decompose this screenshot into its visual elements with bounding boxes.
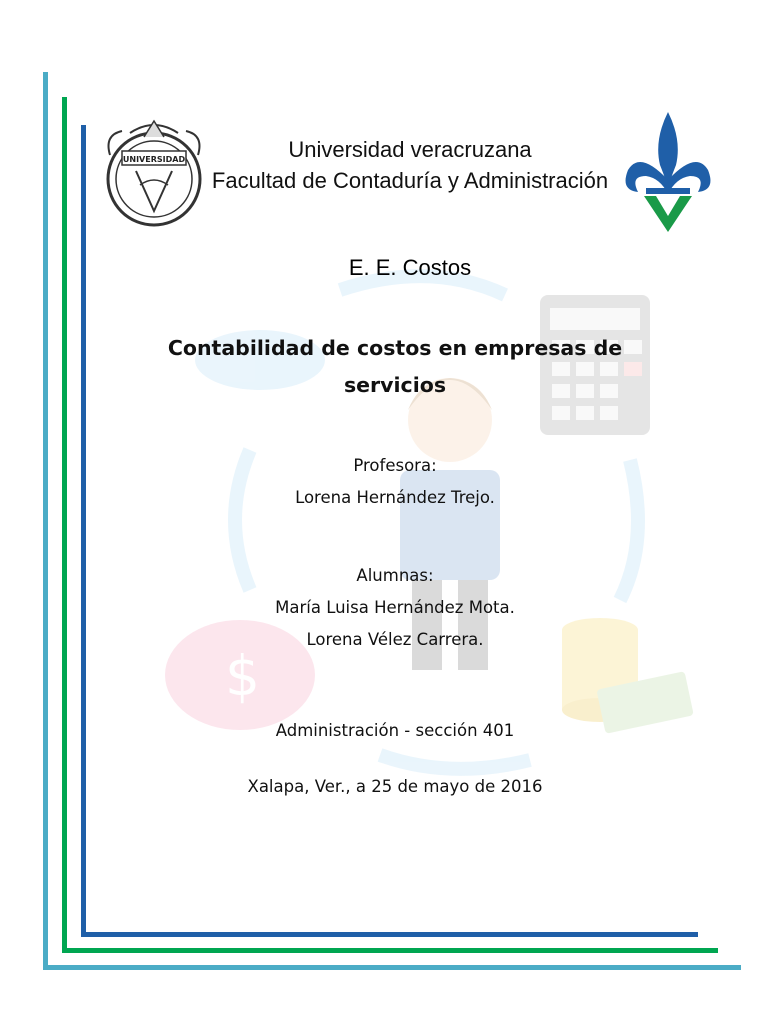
inner-border-vertical (81, 125, 86, 937)
outer-border-vertical (43, 72, 48, 970)
background-illustration (150, 240, 710, 800)
student-name: Lorena Vélez Carrera. (306, 630, 484, 649)
uv-flor-de-lis-logo (620, 110, 716, 235)
student-name: María Luisa Hernández Mota. (275, 598, 515, 617)
arrow-bottom-icon (380, 755, 530, 769)
seal-label: UNIVERSIDAD (122, 155, 186, 164)
professor-name: Lorena Hernández Trejo. (295, 488, 495, 507)
outer-border-horizontal (43, 965, 741, 970)
inner-border-horizontal (81, 932, 698, 937)
university-seal-logo (100, 115, 208, 235)
course-name: E. E. Costos (348, 255, 472, 280)
place-date: Xalapa, Ver., a 25 de mayo de 2016 (247, 777, 543, 796)
section-label: Administración - sección 401 (275, 721, 515, 740)
middle-border-horizontal (62, 948, 718, 953)
students-label: Alumnas: (356, 566, 434, 585)
document-title: Contabilidad de costos en empresas de servicios (167, 336, 623, 397)
svg-text:$: $ (225, 644, 260, 708)
person-icon (400, 378, 500, 670)
middle-border-vertical (62, 97, 67, 953)
faculty-name: Facultad de Contaduría y Administración (211, 168, 609, 193)
professor-label: Profesora: (353, 456, 437, 475)
university-name: Universidad veracruzana (288, 137, 532, 162)
